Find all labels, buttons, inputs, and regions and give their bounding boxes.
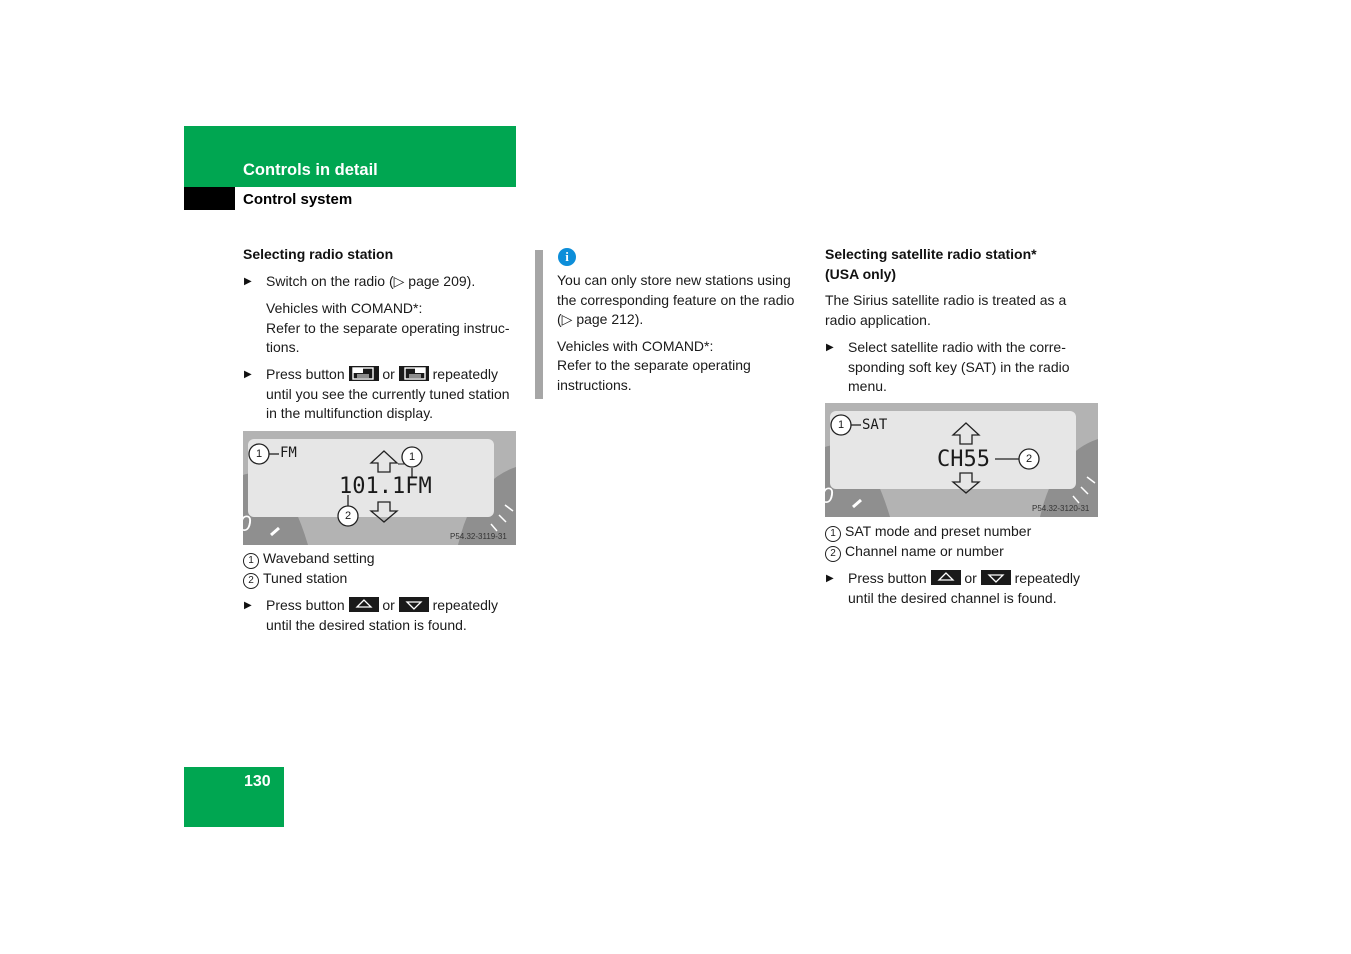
previous-display-button-icon <box>349 366 379 381</box>
subsection-marker <box>184 187 235 210</box>
bullet-icon: ▶ <box>826 342 834 353</box>
callout-1: 1 <box>255 448 263 460</box>
radio-legend <box>243 549 523 589</box>
step-text: repeatedly <box>432 597 499 613</box>
callout-number: 1 <box>825 526 841 542</box>
comand-text: Refer to the separate operating instruc-tions. <box>266 319 510 355</box>
comand-label: Vehicles with COMAND*: <box>557 337 714 354</box>
step-text: until you see the currently tuned station in the multifunction display. <box>266 385 510 421</box>
step-text: repeatedly <box>432 366 499 382</box>
bullet-icon: ▶ <box>244 600 252 611</box>
legend-item <box>825 542 1095 562</box>
step-text: Press button <box>848 570 927 586</box>
heading-line: Selecting satellite radio station* <box>825 246 1037 262</box>
radio-station-heading: Selecting radio station <box>243 246 394 262</box>
legend-text: Channel name or number <box>845 543 1004 559</box>
svg-text:0: 0 <box>239 511 252 536</box>
callout-2: 2 <box>1025 453 1033 465</box>
step-text: Select satellite radio with the corre-sponding soft key (SAT) in the radio menu. <box>848 339 1070 394</box>
waveband-label: FM <box>280 445 297 461</box>
bullet-icon: ▶ <box>244 369 252 380</box>
step-text: until the desired channel is found. <box>848 589 1057 606</box>
image-code: P54.32-3119-31 <box>450 532 507 541</box>
bullet-icon: ▶ <box>826 573 834 584</box>
radio-step-3 <box>243 596 523 635</box>
legend-item <box>243 549 523 569</box>
info-note <box>557 271 809 395</box>
comand-note-1 <box>243 299 523 358</box>
radio-display-image <box>239 431 516 545</box>
sat-mode-label: SAT <box>862 417 888 433</box>
up-arrow-button-icon <box>931 570 961 585</box>
page-number: 130 <box>244 773 271 790</box>
step-text: until the desired station is found. <box>266 616 467 633</box>
info-icon: i <box>558 248 576 266</box>
channel-display: CH55 <box>937 447 990 472</box>
callout-1: 1 <box>408 451 416 463</box>
up-arrow-button-icon <box>349 597 379 612</box>
legend-item <box>825 522 1095 542</box>
heading-line: (USA only) <box>825 265 897 282</box>
radio-step-2 <box>243 365 523 424</box>
svg-text:0: 0 <box>821 483 834 508</box>
callout-number: 2 <box>825 546 841 562</box>
down-arrow-button-icon <box>981 570 1011 585</box>
image-code: P54.32-3120-31 <box>1032 504 1090 513</box>
callout-number: 1 <box>243 553 259 569</box>
step-text: repeatedly <box>1014 570 1081 586</box>
callout-1: 1 <box>837 419 845 431</box>
callout-number: 2 <box>243 573 259 589</box>
legend-text: SAT mode and preset number <box>845 523 1032 539</box>
legend-text: Tuned station <box>263 570 348 586</box>
satellite-legend <box>825 522 1095 562</box>
info-note-text: You can only store new stations using the corresponding feature on the radio (▷ page 212). <box>557 272 795 327</box>
or-text: or <box>382 597 395 613</box>
info-note-bar <box>535 250 543 399</box>
or-text: or <box>382 366 395 382</box>
comand-label: Vehicles with COMAND*: <box>266 300 423 316</box>
callout-2: 2 <box>344 510 352 522</box>
satellite-heading <box>825 245 1085 284</box>
down-arrow-button-icon <box>399 597 429 612</box>
step-text: Switch on the radio (▷ page 209). <box>266 273 476 289</box>
subsection-title: Control system <box>243 191 353 208</box>
step-text: Press button <box>266 597 345 613</box>
bullet-icon: ▶ <box>244 276 252 287</box>
or-text: or <box>964 570 977 586</box>
comand-text: Refer to the separate operating instructions. <box>557 357 751 393</box>
legend-text: Waveband setting <box>263 550 375 566</box>
radio-step-1 <box>243 272 523 292</box>
satellite-step-2 <box>825 569 1105 608</box>
satellite-display-image <box>821 403 1098 517</box>
satellite-step-1 <box>825 338 1090 397</box>
section-title: Controls in detail <box>243 161 378 179</box>
next-display-button-icon <box>399 366 429 381</box>
frequency-display: 101.1FM <box>339 474 432 499</box>
step-text: Press button <box>266 366 345 382</box>
legend-item <box>243 569 523 589</box>
satellite-intro: The Sirius satellite radio is treated as a radio application. <box>825 292 1067 328</box>
